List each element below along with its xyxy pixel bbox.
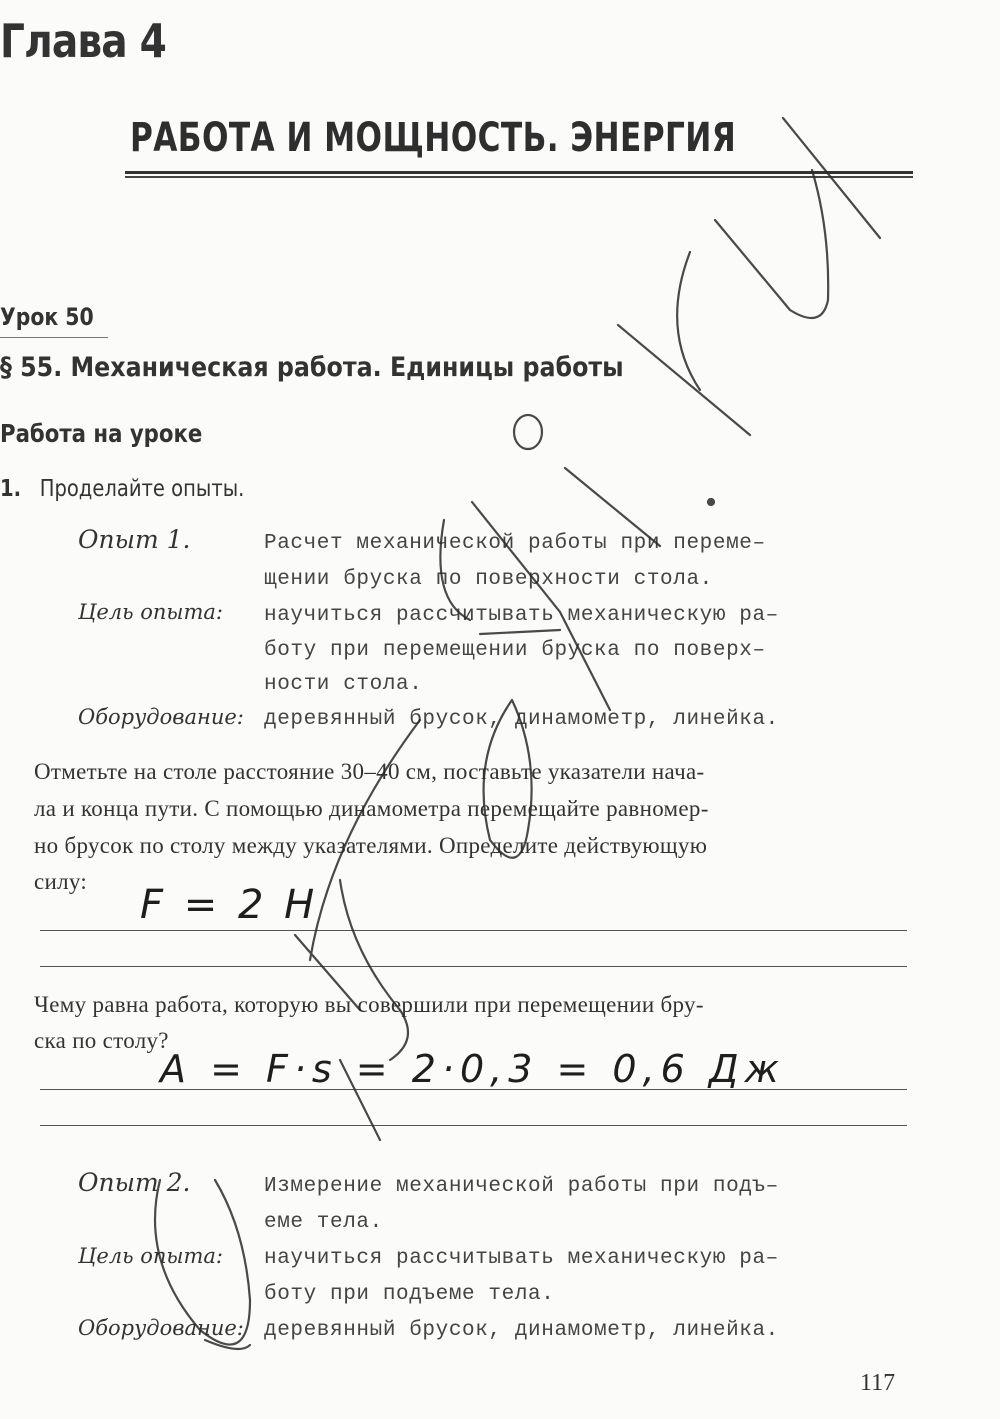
experiment-2-equipment-label: Оборудование: <box>78 1316 244 1340</box>
question-line: ска по столу? <box>34 1028 169 1053</box>
experiment-2-equipment: деревянный брусок, динамометр, линейка. <box>264 1319 779 1342</box>
experiment-2-goal-line: боту при подъеме тела. <box>264 1283 555 1306</box>
experiment-2-goal-label: Цель опыта: <box>78 1244 224 1268</box>
experiment-2-title-line: еме тела. <box>264 1211 383 1234</box>
instructions-line: но брусок по столу между указателями. Определите действующую <box>34 833 708 858</box>
page-number: 117 <box>860 1370 896 1396</box>
experiment-2-label: Опыт 2. <box>78 1168 191 1197</box>
section-title: § 55. Механическая работа. Единицы работы <box>0 352 624 383</box>
experiment-1-equipment: деревянный брусок, динамометр, линейка. <box>264 708 779 731</box>
experiment-1-goal-label: Цель опыта: <box>78 600 224 624</box>
handwritten-work-answer: A = F·s = 2·0,3 = 0,6 Дж <box>160 1047 785 1091</box>
experiment-1-equipment-label: Оборудование: <box>78 705 244 729</box>
subheading: Работа на уроке <box>0 419 203 448</box>
question-line: Чему равна работа, которую вы совершили при перемещении бру- <box>34 992 704 1017</box>
experiment-1-title-line: Расчет механической работы при переме– <box>264 532 766 555</box>
instructions-line: Отметьте на столе расстояние 30–40 см, поставьте указатели нача- <box>34 759 705 784</box>
instructions-line: ла и конца пути. С помощью динамометра перемещайте равномер- <box>34 796 709 821</box>
instructions-line: силу: <box>34 869 88 894</box>
handwritten-force-answer: F = 2 Н <box>140 882 319 928</box>
chapter-heading: Глава 4 <box>0 14 166 68</box>
experiment-1-goal-line: боту при перемещении бруска по поверх– <box>264 639 766 662</box>
lesson-label: Урок 50 <box>0 303 94 331</box>
experiment-1-title-line: щении бруска по поверхности стола. <box>264 568 713 591</box>
task-text: Проделайте опыты. <box>39 476 245 502</box>
experiment-1-goal-line: ности стола. <box>264 673 423 696</box>
task-number: 1. <box>0 476 22 502</box>
chapter-title: РАБОТА И МОЩНОСТЬ. ЭНЕРГИЯ <box>130 115 737 161</box>
experiment-1-goal-line: научиться рассчитывать механическую ра– <box>264 604 779 627</box>
experiment-2-title-line: Измерение механической работы при подъ– <box>264 1175 779 1198</box>
experiment-1-label: Опыт 1. <box>78 525 191 554</box>
experiment-2-goal-line: научиться рассчитывать механическую ра– <box>264 1247 779 1270</box>
